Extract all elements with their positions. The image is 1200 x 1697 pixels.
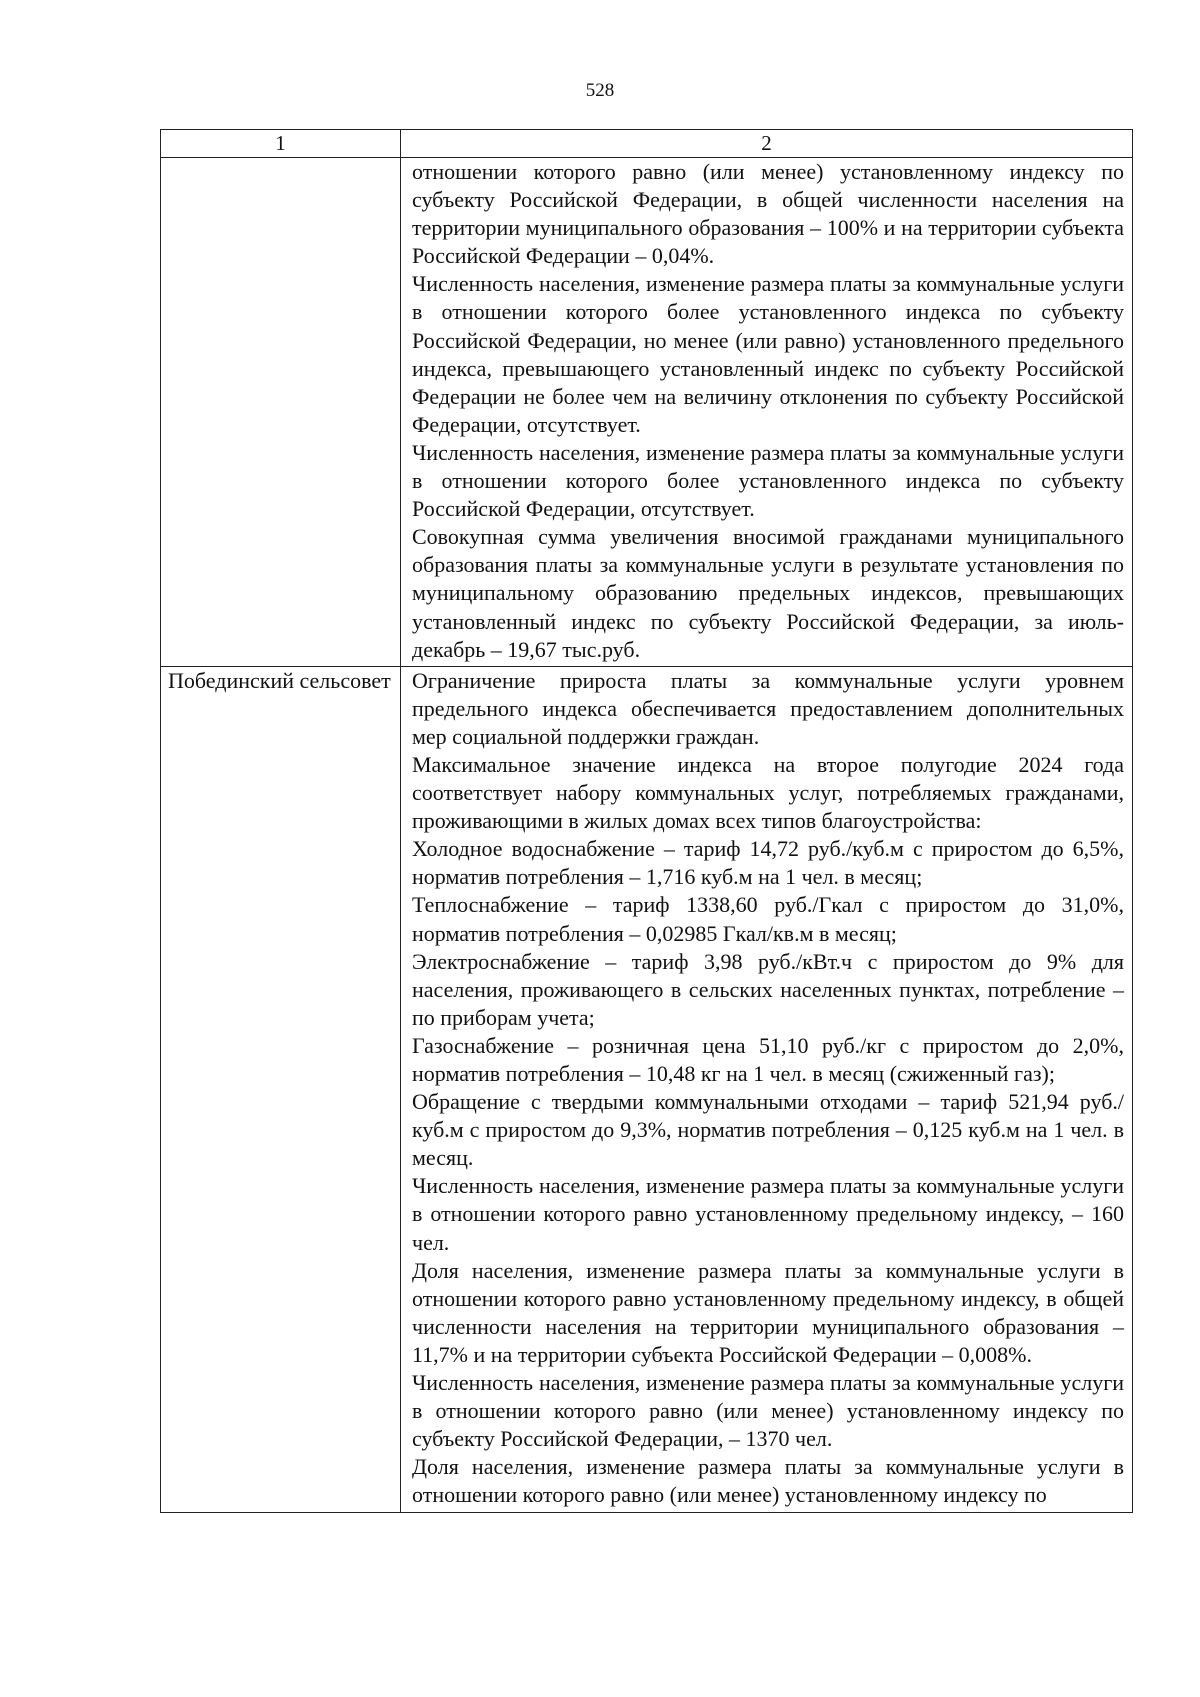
- document-table: [160, 129, 1133, 1513]
- page-number: 528: [585, 80, 615, 101]
- paragraph: отношении которого равно (или менее) установленному индексу по субъекту Российской Федерации, в общей численности населения на территории муниципального образования – 100% и на территории субъекта Российской Федерации – 0,04%.: [412, 159, 1124, 269]
- paragraph: Совокупная сумма увеличения вносимой гражданами муниципального образования платы за коммунальные услуги в результате установления по муниципальному образованию предельных индексов, превышающих установленный индекс по субъекту Российской Федерации, за июль-декабрь – 19,67 тыс.руб.: [412, 524, 1124, 662]
- paragraph: Численность населения, изменение размера платы за коммунальные услуги в отношении которого более установленного индекса по субъекту Российской Федерации, отсутствует.: [412, 439, 1124, 522]
- table-row: [161, 158, 1133, 667]
- paragraph: Численность населения, изменение размера платы за коммунальные услуги в отношении которого более установленного индекса по субъекту Российской Федерации, но менее (или равно) установленного предельного индекса, превышающего установленный индекс по субъекту Российской Федерации не более чем на величину отклонения по субъекту Российской Федерации, отсутствует.: [412, 271, 1124, 437]
- column-header-1: 1: [161, 130, 401, 158]
- paragraph: Доля населения, изменение размера платы за коммунальные услуги в отношении которого равно установленному предельному индексу, в общей численности населения на территории муниципального образования – 11,7% и на территории субъекта Российской Федерации – 0,008%.: [412, 1257, 1124, 1367]
- table-header-row: [161, 130, 1133, 158]
- paragraph: Численность населения, изменение размера платы за коммунальные услуги в отношении которого равно установленному предельному индексу, – 160 чел.: [412, 1173, 1124, 1255]
- paragraph: Электроснабжение – тариф 3,98 руб./кВт.ч с приростом до 9% для населения, проживающего в сельских населенных пунктах, потребление – по приборам учета;: [412, 948, 1124, 1030]
- table-row: [161, 666, 1133, 1512]
- paragraph: Теплоснабжение – тариф 1338,60 руб./Гкал с приростом до 31,0%, норматив потребления – 0,02985 Гкал/кв.м в месяц;: [412, 892, 1124, 946]
- description-cell: [401, 666, 1133, 1512]
- paragraph: Доля населения, изменение размера платы за коммунальные услуги в отношении которого равно (или менее) установленному индексу по: [412, 1454, 1124, 1508]
- municipality-name: Побединский сельсовет: [161, 666, 401, 1512]
- column-header-2: 2: [401, 130, 1133, 158]
- paragraph: Ограничение прироста платы за коммунальные услуги уровнем предельного индекса обеспечивается предоставлением дополнительных мер социальной поддержки граждан.: [412, 667, 1124, 749]
- paragraph: Холодное водоснабжение – тариф 14,72 руб./куб.м с приростом до 6,5%, норматив потребления – 1,716 куб.м на 1 чел. в месяц;: [412, 836, 1124, 890]
- paragraph: Численность населения, изменение размера платы за коммунальные услуги в отношении которого равно (или менее) установленному индексу по субъекту Российской Федерации, – 1370 чел.: [412, 1370, 1124, 1452]
- description-cell: [401, 158, 1133, 667]
- paragraph: Обращение с твердыми коммунальными отходами – тариф 521,94 руб./куб.м с приростом до 9,3%, норматив потребления – 0,125 куб.м на 1 чел. в месяц.: [412, 1089, 1124, 1171]
- paragraph: Газоснабжение – розничная цена 51,10 руб./кг с приростом до 2,0%, норматив потребления – 10,48 кг на 1 чел. в месяц (сжиженный газ);: [412, 1032, 1124, 1086]
- paragraph: Максимальное значение индекса на второе полугодие 2024 года соответствует набору коммунальных услуг, потребляемых гражданами, проживающими в жилых домах всех типов благоустройства:: [412, 751, 1124, 834]
- municipality-name: [161, 158, 401, 667]
